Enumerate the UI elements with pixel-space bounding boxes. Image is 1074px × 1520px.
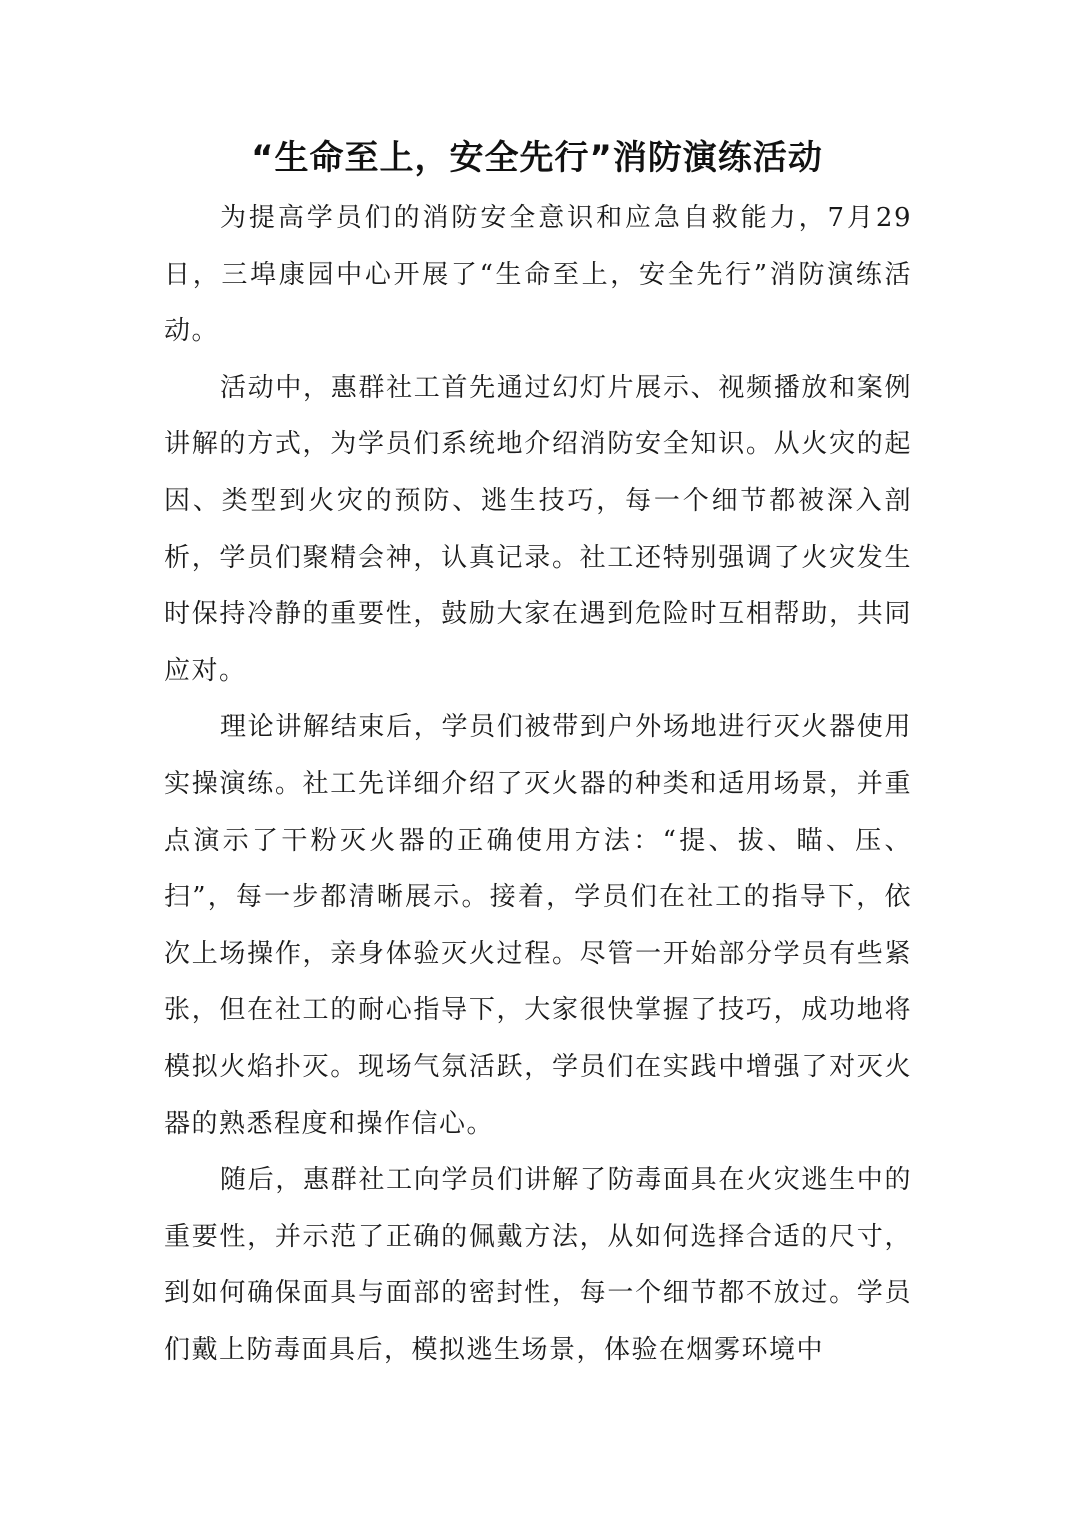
- paragraph-4: 随后，惠群社工向学员们讲解了防毒面具在火灾逃生中的重要性，并示范了正确的佩戴方法，从如何选择合适的尺寸，到如何确保面具与面部的密封性，每一个细节都不放过。学员们戴上防毒面具后，模拟逃生场景，体验在烟雾环境中: [164, 1165, 912, 1365]
- paragraph-3: 理论讲解结束后，学员们被带到户外场地进行灭火器使用实操演练。社工先详细介绍了灭火器的种类和适用场景，并重点演示了干粉灭火器的正确使用方法：“提、拔、瞄、压、扫”，每一步都清晰展示。接着，学员们在社工的指导下，依次上场操作，亲身体验灭火过程。尽管一开始部分学员有些紧张，但在社工的耐心指导下，大家很快掌握了技巧，成功地将模拟火焰扑灭。现场气氛活跃，学员们在实践中增强了对灭火器的熟悉程度和操作信心。: [164, 712, 912, 1139]
- document-title: “生命至上，安全先行”消防演练活动: [251, 138, 823, 178]
- document-body: [164, 190, 912, 1378]
- paragraph-2: 活动中，惠群社工首先通过幻灯片展示、视频播放和案例讲解的方式，为学员们系统地介绍消防安全知识。从火灾的起因、类型到火灾的预防、逃生技巧，每一个细节都被深入剖析，学员们聚精会神，认真记录。社工还特别强调了火灾发生时保持冷静的重要性，鼓励大家在遇到危险时互相帮助，共同应对。: [164, 372, 912, 686]
- paragraph-1: 为提高学员们的消防安全意识和应急自救能力，7月29日，三埠康园中心开展了“生命至上，安全先行”消防演练活动。: [164, 203, 912, 347]
